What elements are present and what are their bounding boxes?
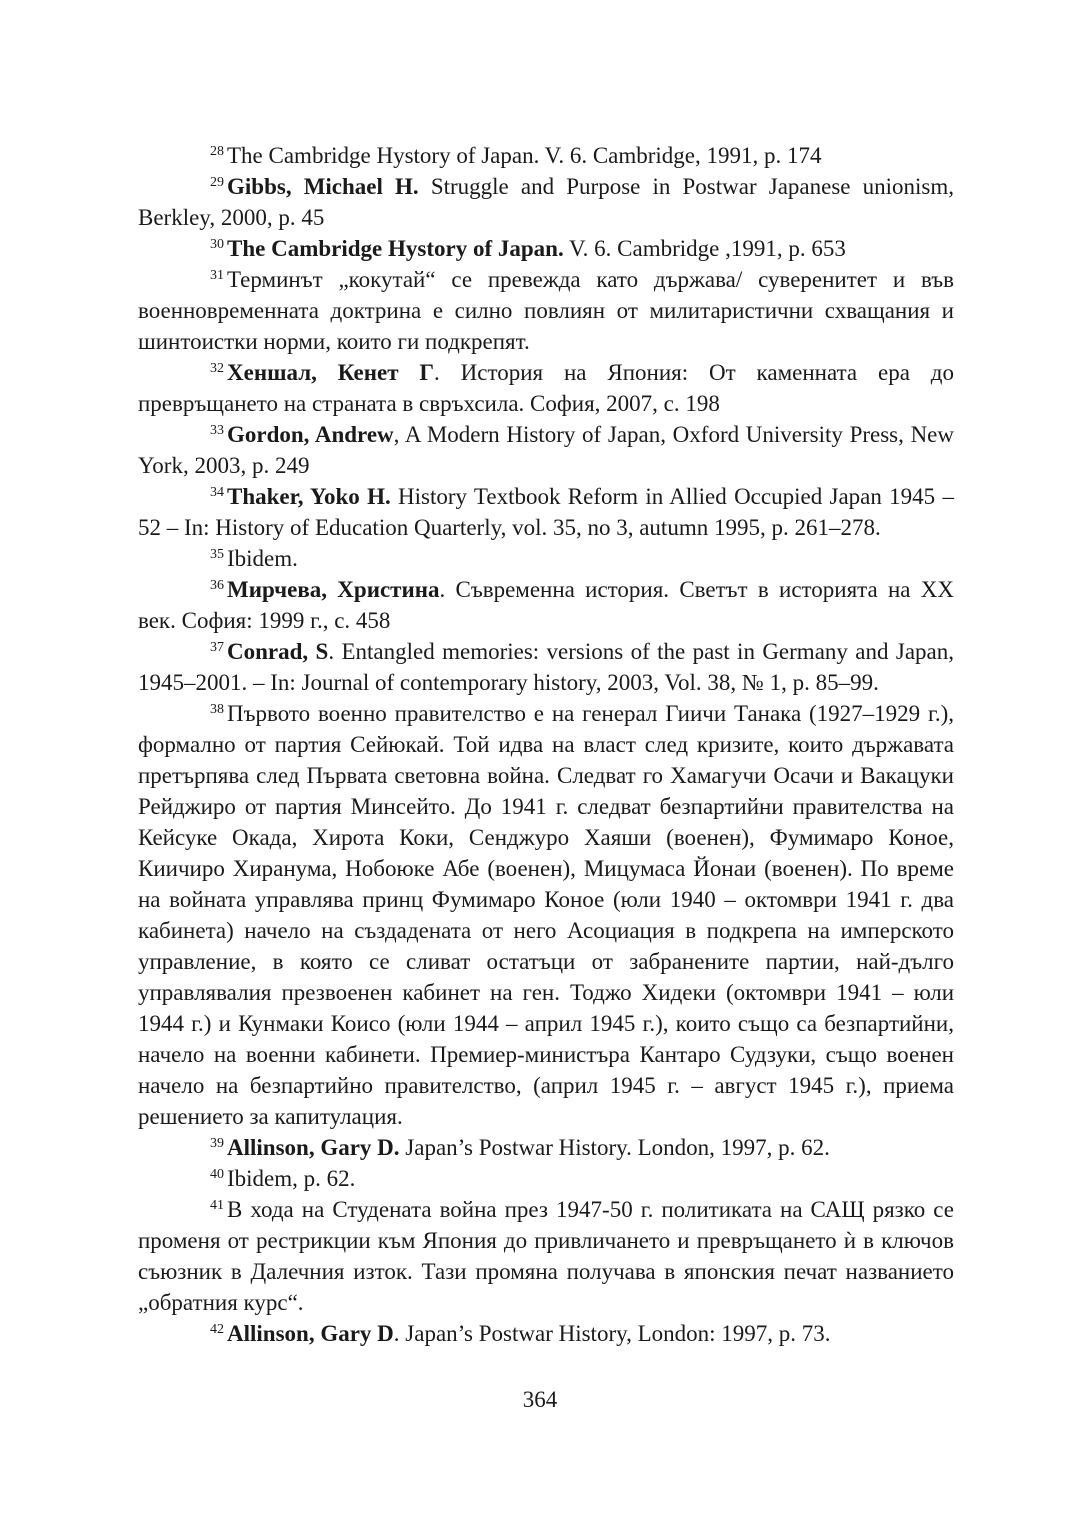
footnote-text: Терминът „кокутай“ се превежда като държава/ суверенитет и във военновременната доктрина е силно повлиян от милитаристични схващания и шинтоистки норми, които ги подкрепят. [138, 267, 954, 354]
footnote-number: 40 [210, 1167, 224, 1182]
footnote-number: 37 [210, 640, 224, 655]
footnote-text: History Textbook Reform in Allied Occupied Japan 1945 – 52 – In: History of Education Quarterly, vol. 35, no 3, autumn 1995, p. 261–278. [138, 484, 954, 540]
footnote-34 [138, 481, 954, 543]
footnote-text: Първото военно правителство е на генерал Гиичи Танака (1927–1929 г.), формално от партия Сейюкай. Той идва на власт след кризите, които държавата претърпява след Първата световна война. Следват го Хамагучи Осачи и Вакацуки Рейджиро от партия Минсейто. До 1941 г. следват безпартийни правителства на Кейсуке Окада, Хирота Коки, Сенджуро Хаяши (военен), Фумимаро Коное, Киичиро Хиранума, Нобоюке Абе (военен), Мицумаса Йонаи (военен). По време на войната управлява принц Фумимаро Коное (юли 1940 – октомври 1941 г. два кабинета) начело на създадената от него Асоциация в подкрепа на имперското управление, в която се сливат остатъци от забранените партии, най-дълго управлявалия презвоенен кабинет на ген. Тоджо Хидеки (октомври 1941 – юли 1944 г.) и Кунмаки Коисо (юли 1944 – април 1945 г.), които също са безпартийни, начело на военни кабинети. Премиер-министъра Кантаро Судзуки, също военен начело на безпартийно правителство, (април 1945 г. – август 1945 г.), приема решението за капитулация. [138, 701, 954, 1129]
footnote-author: The Cambridge Hystory of Japan. [227, 236, 564, 261]
footnote-38 [138, 698, 954, 1132]
footnote-40 [138, 1163, 954, 1194]
footnote-number: 41 [210, 1198, 224, 1213]
footnote-number: 33 [210, 423, 224, 438]
footnote-number: 38 [210, 702, 224, 717]
footnote-36 [138, 574, 954, 636]
footnote-text: Ibidem, p. 62. [227, 1166, 356, 1191]
footnote-39 [138, 1132, 954, 1163]
footnote-text: . Japan’s Postwar History, London: 1997, p. 73. [393, 1321, 831, 1346]
footnote-number: 36 [210, 578, 224, 593]
footnote-42 [138, 1318, 954, 1349]
footnote-41 [138, 1194, 954, 1318]
footnote-number: 32 [210, 361, 224, 376]
footnote-author: Gordon, Andrew [227, 422, 394, 447]
footnote-33 [138, 419, 954, 481]
footnote-text: . История на Япония: От каменната ера до превръщането на страната в свръхсила. София, 2007, с. 198 [138, 360, 954, 416]
footnote-author: Allinson, Gary D. [227, 1135, 400, 1160]
footnote-29 [138, 171, 954, 233]
footnote-number: 30 [210, 237, 224, 252]
footnote-number: 35 [210, 547, 224, 562]
footnote-28 [138, 140, 954, 171]
footnote-text: Struggle and Purpose in Postwar Japanese unionism, Berkley, 2000, p. 45 [138, 174, 954, 230]
footnote-text: В хода на Студената война през 1947-50 г. политиката на САЩ рязко се променя от рестрикции към Япония до привличането и превръщането ѝ в ключов съюзник в Далечния изток. Тази промяна получава в японския печат названието „обратния курс“. [138, 1197, 954, 1315]
footnote-number: 28 [210, 144, 224, 159]
footnote-author: Allinson, Gary D [227, 1321, 394, 1346]
footnotes-list [138, 140, 954, 1349]
footnote-number: 31 [210, 268, 224, 283]
footnote-text: The Cambridge Hystory of Japan. V. 6. Cambridge, 1991, p. 174 [227, 143, 822, 168]
footnote-text: . Съвременна история. Светът в историята на ХХ век. София: 1999 г., с. 458 [138, 577, 954, 633]
footnote-37 [138, 636, 954, 698]
footnote-text: Japan’s Postwar History. London, 1997, p. 62. [399, 1135, 830, 1160]
footnote-author: Мирчева, Христина [227, 577, 440, 602]
footnote-number: 29 [210, 175, 224, 190]
footnote-author: Gibbs, Michael H. [227, 174, 419, 199]
footnote-32 [138, 357, 954, 419]
footnote-author: Хеншал, Кенет Г [227, 360, 435, 385]
footnote-number: 39 [210, 1136, 224, 1151]
page-number: 364 [522, 1387, 558, 1412]
footnote-text: , A Modern History of Japan, Oxford University Press, New York, 2003, p. 249 [138, 422, 954, 478]
footnote-text: . Entangled memories: versions of the past in Germany and Japan, 1945–2001. – In: Journal of contemporary history, 2003, Vol. 38, № 1, p. 85–99. [138, 639, 954, 695]
footnote-text: V. 6. Cambridge ,1991, p. 653 [563, 236, 846, 261]
footnote-35 [138, 543, 954, 574]
footnote-number: 34 [210, 485, 224, 500]
footnote-text: Ibidem. [227, 546, 298, 571]
footnote-author: Thaker, Yoko H. [227, 484, 391, 509]
footnote-number: 42 [210, 1322, 224, 1337]
footnote-30 [138, 233, 954, 264]
footnote-31 [138, 264, 954, 357]
footnote-author: Conrad, S [227, 639, 329, 664]
